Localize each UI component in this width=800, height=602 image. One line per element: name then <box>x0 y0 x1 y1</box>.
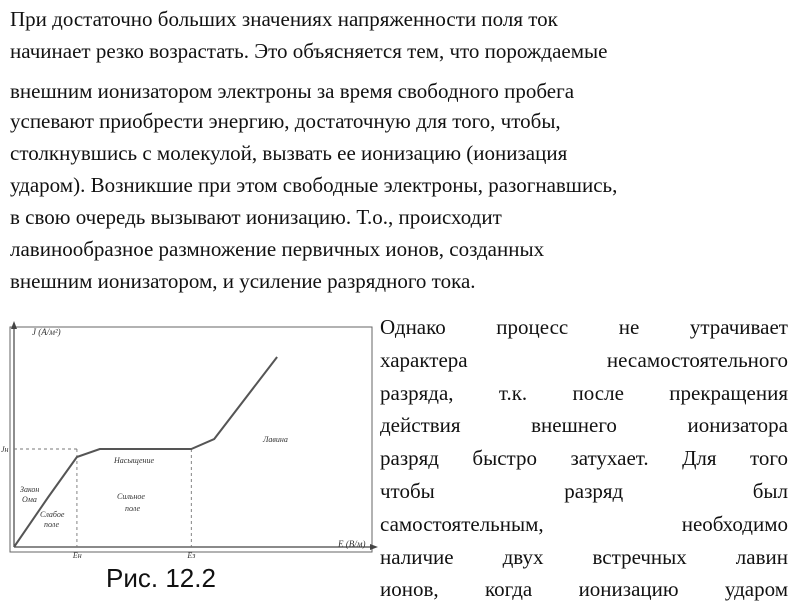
text-line <box>380 576 788 602</box>
text-word: ионизацию <box>578 577 679 601</box>
weak-field-label: Слабое <box>40 510 65 519</box>
text-line: столкнувшись с молекулой, вызвать ее ионизацию (ионизация <box>10 141 568 165</box>
text-word: чтобы <box>380 479 435 503</box>
text-line <box>380 544 788 570</box>
current-voltage-figure <box>0 315 378 560</box>
text-line <box>380 380 788 406</box>
text-word: Однако <box>380 315 446 339</box>
text-line: внешним ионизатором, и усиление разрядного тока. <box>10 269 476 293</box>
saturation-label: Насыщение <box>114 456 155 465</box>
text-line: лавинообразное размножение первичных ионов, созданных <box>10 237 545 261</box>
en-marker-label: Eн <box>72 551 82 560</box>
text-word: встречных <box>592 545 687 569</box>
text-word: характера <box>380 348 468 372</box>
text-word: ионизатора <box>687 413 788 437</box>
text-word: несамостоятельного <box>606 348 788 372</box>
y-axis-label: J (А/м²) <box>32 327 61 337</box>
text-word: самостоятельным, <box>380 512 544 536</box>
text-word: того <box>750 446 788 470</box>
ohm-law-label: Закон <box>20 485 40 494</box>
text-word: действия <box>380 413 461 437</box>
text-line <box>380 314 788 340</box>
avalanche-label: Лавина <box>263 435 288 444</box>
text-word: затухает. <box>570 446 649 470</box>
text-word: Для <box>682 446 717 470</box>
text-line: ударом). Возникшие при этом свободные электроны, разогнавшись, <box>10 173 618 197</box>
text-line: в свою очередь вызывают ионизацию. Т.о., происходит <box>10 205 502 229</box>
text-line <box>380 347 788 373</box>
text-line: начинает резко возрастать. Это объясняется тем, что порождаемые <box>10 39 608 63</box>
text-word: ионов, <box>380 577 439 601</box>
text-word: двух <box>502 545 544 569</box>
strong-field-label: поле <box>125 504 141 513</box>
x-axis-label: E (В/м) <box>338 539 366 549</box>
text-word: был <box>752 479 788 503</box>
weak-field-label: поле <box>44 520 60 529</box>
text-word: быстро <box>472 446 537 470</box>
strong-field-label: Сильное <box>117 492 145 501</box>
text-word: после <box>572 381 624 405</box>
text-word: когда <box>485 577 533 601</box>
x-axis-arrow <box>370 544 378 550</box>
text-line <box>380 412 788 438</box>
text-word: не <box>618 315 640 339</box>
figure-caption: Рис. 12.2 <box>106 563 216 593</box>
text-line <box>380 478 788 504</box>
text-word: разряда, <box>380 381 454 405</box>
text-word: необходимо <box>681 512 788 536</box>
jn-marker-label: Jн <box>1 445 9 454</box>
text-line: При достаточно больших значениях напряженности поля ток <box>10 7 558 31</box>
text-word: разряд <box>380 446 439 470</box>
text-word: лавин <box>735 545 788 569</box>
text-word: т.к. <box>498 381 528 405</box>
text-word: наличие <box>380 545 454 569</box>
ohm-law-label: Ома <box>22 495 37 504</box>
y-axis-arrow <box>11 321 17 329</box>
text-word: утрачивает <box>689 315 788 339</box>
text-word: разряд <box>564 479 624 503</box>
text-line: внешним ионизатором электроны за время свободного пробега <box>10 79 575 103</box>
text-word: внешнего <box>531 413 617 437</box>
text-word: процесс <box>496 315 569 339</box>
ez-marker-label: Eз <box>187 551 196 560</box>
text-line <box>380 445 788 471</box>
text-line: успевают приобрести энергию, достаточную для того, чтобы, <box>10 109 561 133</box>
text-word: прекращения <box>669 381 788 405</box>
text-word: ударом <box>724 577 788 601</box>
text-line <box>380 511 788 537</box>
